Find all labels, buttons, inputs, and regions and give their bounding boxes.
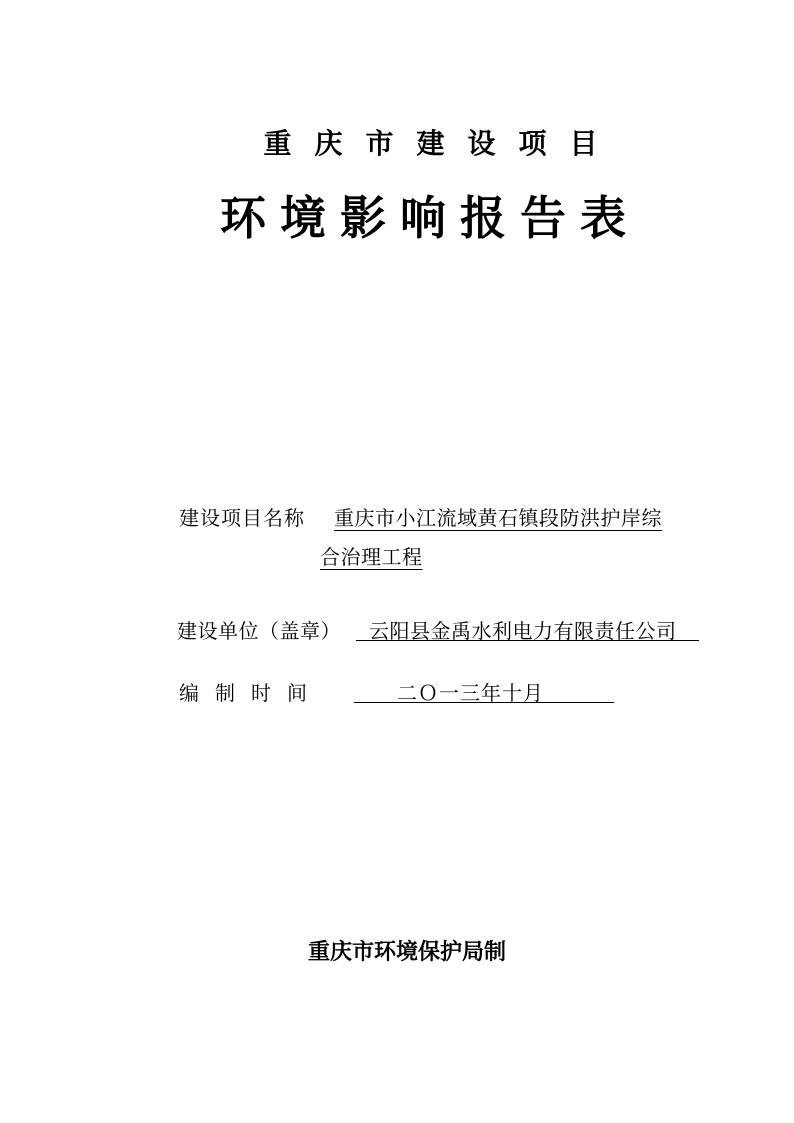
issuing-authority: 重庆市环境保护局制 xyxy=(307,940,506,965)
project-name-label: 建设项目名称 xyxy=(179,506,305,530)
document-header-line1: 重庆市建设项目 xyxy=(263,127,621,160)
document-title: 环境影响报告表 xyxy=(220,191,640,245)
compile-time-value: 二Ｏ一三年十月 xyxy=(397,681,544,705)
project-name-value-line2: 合治理工程 xyxy=(320,545,423,569)
construction-unit-label: 建设单位（盖章） xyxy=(177,619,341,643)
construction-unit-value: 云阳县金禹水利电力有限责任公司 xyxy=(369,619,677,643)
project-name-value-line1: 重庆市小江流域黄石镇段防洪护岸综 xyxy=(334,506,662,530)
compile-time-label: 编制时间 xyxy=(179,681,323,705)
